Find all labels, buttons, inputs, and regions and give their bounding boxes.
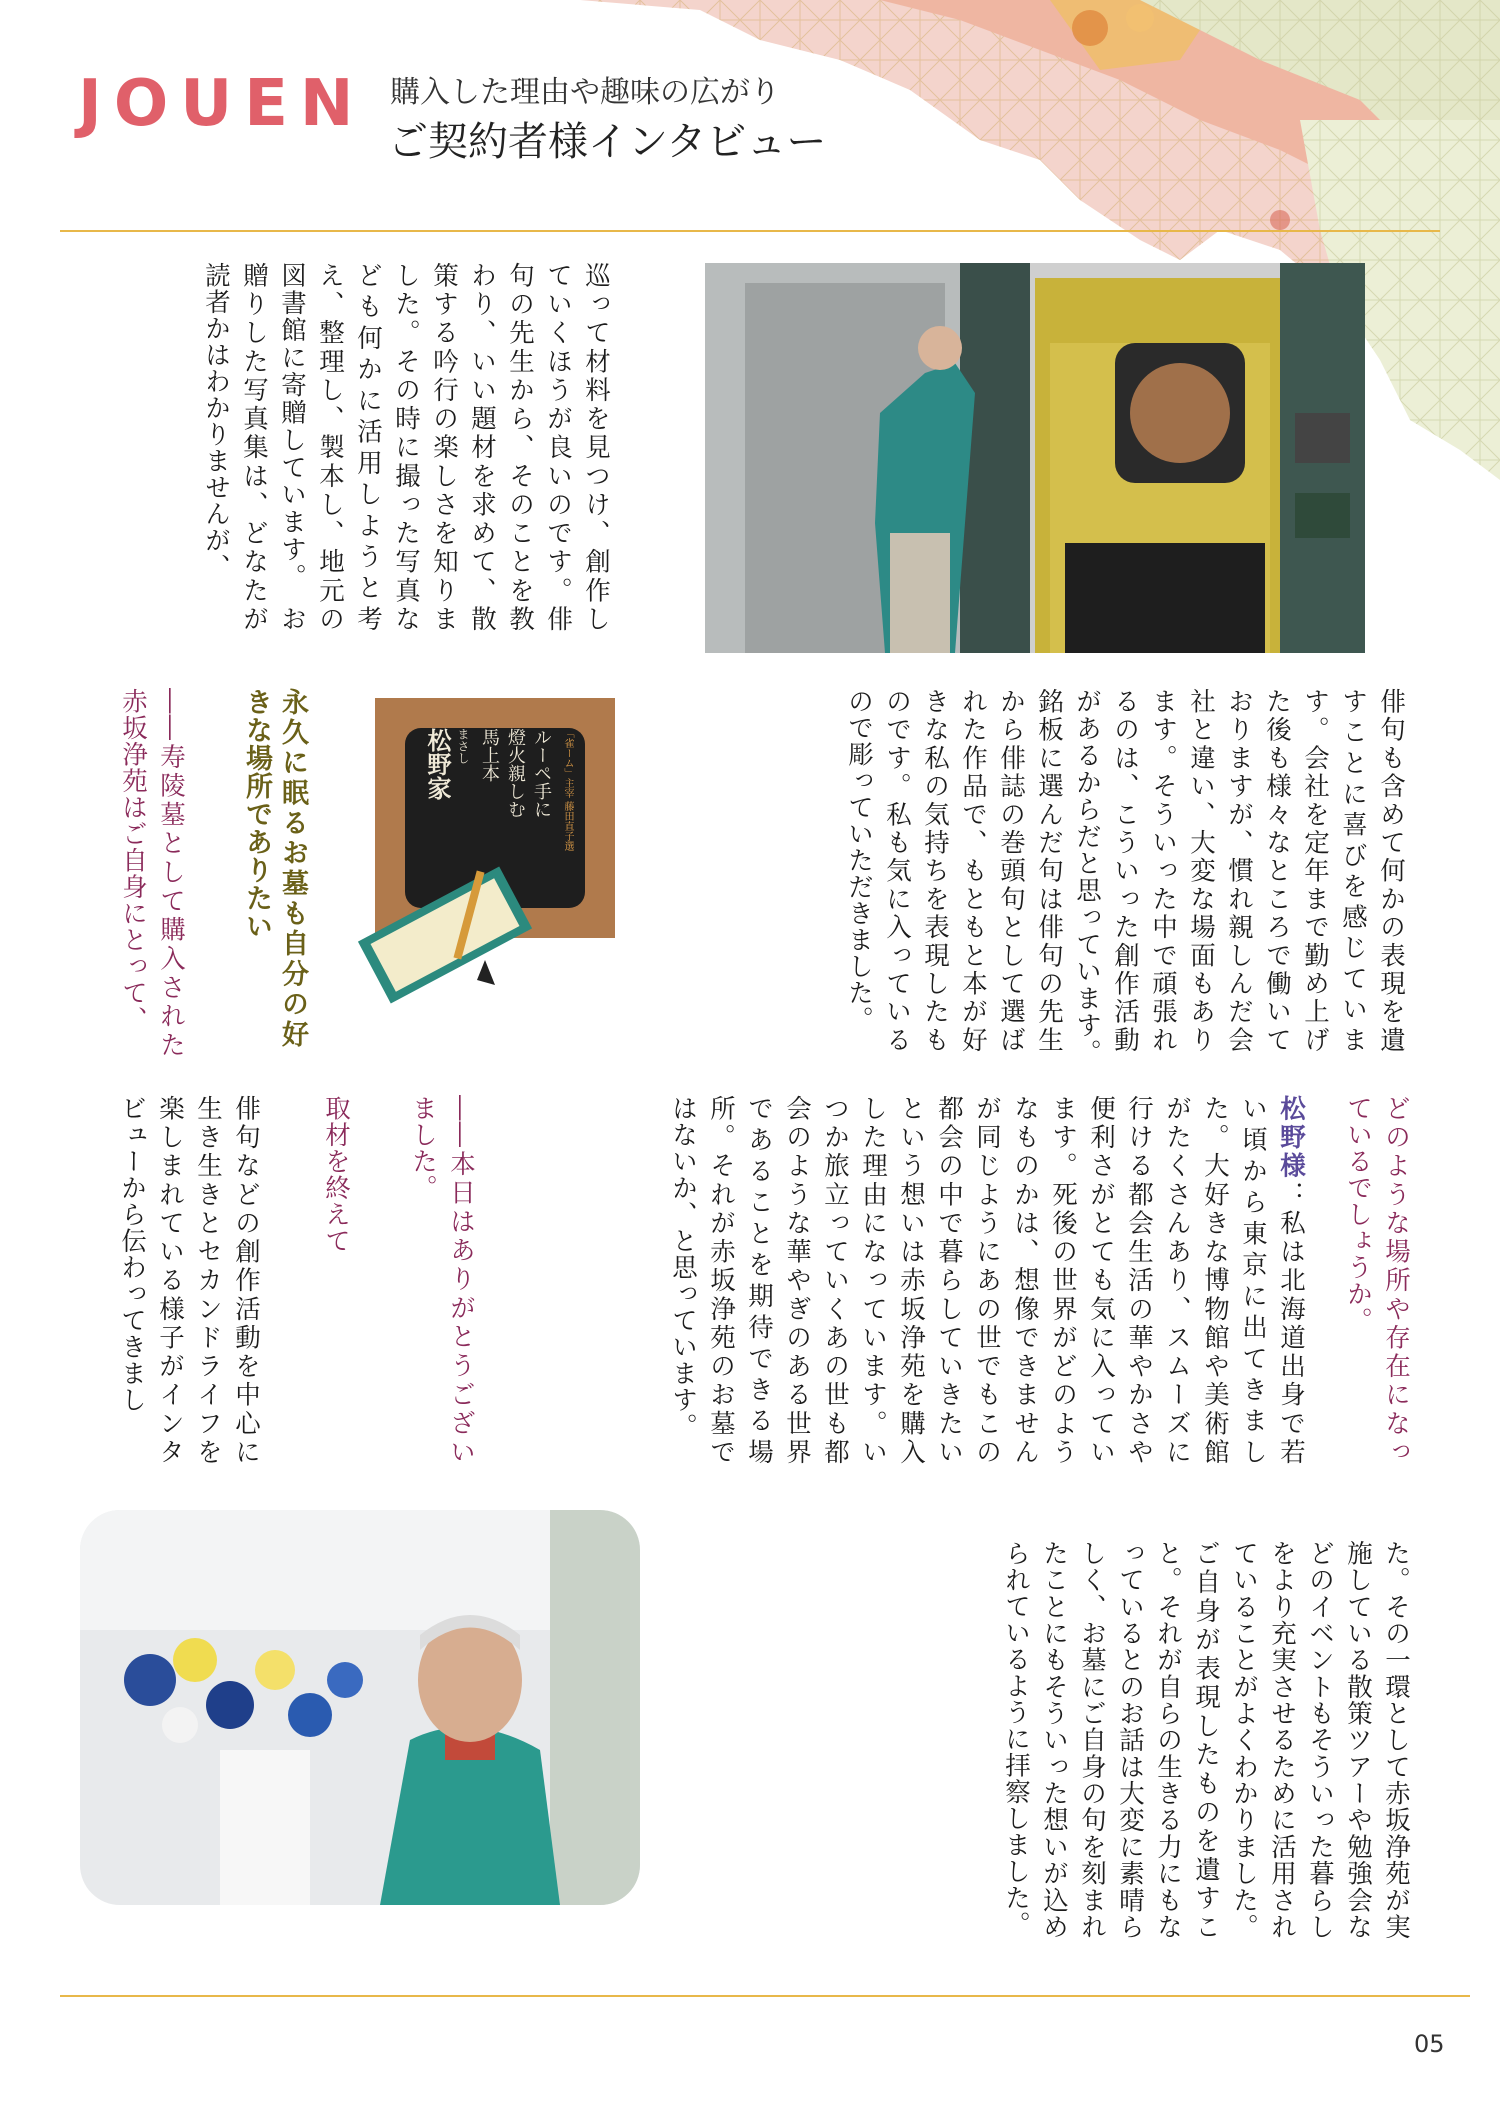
brand-logo: JOUEN [78,67,366,141]
plaque-tag: 「雀ーム」主宰 藤田直子選 [562,728,573,852]
body-top-left: 巡って材料を見つけ、創作していくほうが良いのです。俳句の先生から、そのことを教わり、いい題材を求めて、散策する吟行の楽しさを知りました。その時に撮った写真なども何かに活用しようと考え、整理し、製本し、地元の図書館に寄贈しています。 お贈りした写真集は、どなたが読者かはわかりませんが、 [201,262,611,632]
plaque-line-3: 馬上本 [479,728,500,782]
page-title: ご契約者様インタビュー [388,119,827,165]
photo-contractor-portrait [80,1510,640,1905]
page-number: 05 [1414,2030,1445,2058]
plaque-family: 松野家 [423,728,452,800]
plaque-author: まさし [456,728,470,764]
photo-ossuary-visit [705,263,1365,653]
closing-text-left: 俳句などの創作活動を中心に生き生きとセカンドライフを楽しまれている様子がインタビューから伝わってきまし [117,1095,261,1465]
answer-text: ：私は北海道出身で若い頃から東京に出てきました。大好きな博物館や美術館がたくさんあり、スムーズに行ける都会生活の華やかさや便利さがとても気に入っています。死後の世界がどのようなものかは、想像できませんが同じようにあの世でもこの都会の中で暮らしていきたいという想いは赤坂浄苑を購入した理由になっています。いつか旅立っていくあの世も都会のような華やぎのある世界であることを期待できる場所。それが赤坂浄苑のお墓ではないか、と思っています。 [668,1095,1306,1465]
tanzaku-brush-illustration [345,860,545,1010]
question-part-2: どのような場所や存在になっているでしょうか。 [1343,1095,1411,1465]
pull-quote: 永久に眠るお墓も自分の好きな場所でありたい [241,688,308,1048]
answer-speaker: 松野様 [1276,1095,1306,1181]
answer-block [510,1095,1310,1465]
question-part-1: ――寿陵墓として購入された赤坂浄苑はご自身にとって、 [118,688,186,1058]
divider-top [60,230,1440,232]
page-subtitle: 購入した理由や趣味の広がり [390,75,780,110]
closing-text-right: た。その一環として赤坂浄苑が実施している散策ツアーや勉強会などのイベントもそういった暮らしをより充実させるために活用されていることがよくわかりました。ご自身が表現したものを遺すこと。それが自らの生きる力にもなっているとのお話は大変に素晴らしく、お墓にご自身の句を刻まれたことにもそういった想いが込められているように拝察しました。 [1001,1540,1411,1940]
divider-bottom [60,1995,1470,1997]
closing-heading: 取材を終えて [321,1095,351,1254]
thanks-text: ――本日はありがとうございました。 [408,1095,476,1465]
plaque-line-2: 燈火親しむ [505,728,526,818]
body-top-right: 俳句も含めて何かの表現を遺すことに喜びを感じています。会社を定年まで勤め上げた後も様々なところで働いておりますが、慣れ親しんだ会社と違い、大変な場面もあります。そういった中で頑張れるのは、こういった創作活動があるからだと思っています。 銘板に選んだ句は俳句の先生から俳誌の巻頭句として選ばれた作品で、もともと本が好きな私の気持ちを表現したものです。私も気に入っているので彫っていただきました。 [844,688,1406,1080]
plaque-line-1: ルーペ手に [531,728,552,818]
